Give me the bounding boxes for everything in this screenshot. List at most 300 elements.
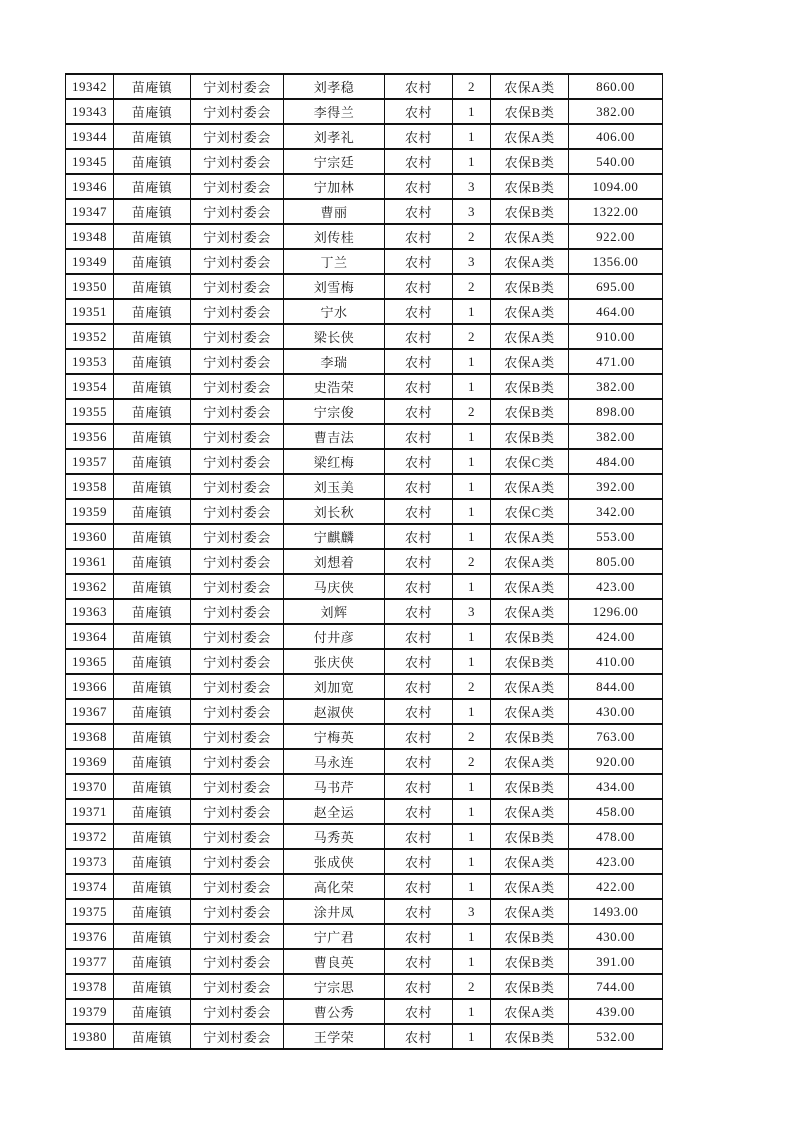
cell-residence-type: 农村 xyxy=(385,474,453,499)
cell-village-committee: 宁刘村委会 xyxy=(191,74,284,99)
cell-insurance-category: 农保A类 xyxy=(491,549,569,574)
cell-insurance-category: 农保A类 xyxy=(491,124,569,149)
cell-record-id: 19377 xyxy=(66,949,114,974)
cell-person-name: 张成侠 xyxy=(284,849,385,874)
cell-town: 苗庵镇 xyxy=(114,574,191,599)
cell-village-committee: 宁刘村委会 xyxy=(191,349,284,374)
table-row xyxy=(66,449,663,474)
cell-town: 苗庵镇 xyxy=(114,699,191,724)
cell-amount: 392.00 xyxy=(569,474,663,499)
cell-amount: 922.00 xyxy=(569,224,663,249)
cell-record-id: 19346 xyxy=(66,174,114,199)
cell-person-name: 曹良英 xyxy=(284,949,385,974)
cell-town: 苗庵镇 xyxy=(114,249,191,274)
cell-person-count: 1 xyxy=(453,349,491,374)
cell-village-committee: 宁刘村委会 xyxy=(191,874,284,899)
table-row xyxy=(66,899,663,924)
cell-insurance-category: 农保B类 xyxy=(491,424,569,449)
cell-residence-type: 农村 xyxy=(385,749,453,774)
cell-amount: 1493.00 xyxy=(569,899,663,924)
cell-village-committee: 宁刘村委会 xyxy=(191,674,284,699)
cell-town: 苗庵镇 xyxy=(114,224,191,249)
cell-residence-type: 农村 xyxy=(385,374,453,399)
cell-residence-type: 农村 xyxy=(385,274,453,299)
cell-village-committee: 宁刘村委会 xyxy=(191,924,284,949)
cell-person-name: 宁加林 xyxy=(284,174,385,199)
cell-person-name: 曹吉法 xyxy=(284,424,385,449)
cell-town: 苗庵镇 xyxy=(114,649,191,674)
cell-insurance-category: 农保B类 xyxy=(491,374,569,399)
cell-person-name: 李得兰 xyxy=(284,99,385,124)
cell-amount: 540.00 xyxy=(569,149,663,174)
cell-person-count: 2 xyxy=(453,224,491,249)
cell-town: 苗庵镇 xyxy=(114,399,191,424)
cell-person-count: 1 xyxy=(453,574,491,599)
cell-amount: 406.00 xyxy=(569,124,663,149)
cell-residence-type: 农村 xyxy=(385,624,453,649)
cell-person-count: 2 xyxy=(453,274,491,299)
cell-residence-type: 农村 xyxy=(385,724,453,749)
cell-person-name: 曹丽 xyxy=(284,199,385,224)
cell-town: 苗庵镇 xyxy=(114,474,191,499)
cell-village-committee: 宁刘村委会 xyxy=(191,899,284,924)
cell-amount: 439.00 xyxy=(569,999,663,1024)
cell-person-name: 丁兰 xyxy=(284,249,385,274)
cell-person-name: 宁梅英 xyxy=(284,724,385,749)
table-row xyxy=(66,799,663,824)
cell-village-committee: 宁刘村委会 xyxy=(191,749,284,774)
cell-village-committee: 宁刘村委会 xyxy=(191,449,284,474)
cell-town: 苗庵镇 xyxy=(114,849,191,874)
cell-person-name: 宁宗廷 xyxy=(284,149,385,174)
cell-village-committee: 宁刘村委会 xyxy=(191,249,284,274)
cell-town: 苗庵镇 xyxy=(114,1024,191,1049)
table-row xyxy=(66,149,663,174)
cell-residence-type: 农村 xyxy=(385,324,453,349)
table-row xyxy=(66,224,663,249)
cell-person-name: 王学荣 xyxy=(284,1024,385,1049)
cell-town: 苗庵镇 xyxy=(114,874,191,899)
cell-insurance-category: 农保A类 xyxy=(491,749,569,774)
cell-person-name: 马书芹 xyxy=(284,774,385,799)
table-row xyxy=(66,524,663,549)
cell-insurance-category: 农保A类 xyxy=(491,349,569,374)
cell-record-id: 19368 xyxy=(66,724,114,749)
cell-amount: 744.00 xyxy=(569,974,663,999)
cell-residence-type: 农村 xyxy=(385,549,453,574)
cell-person-name: 刘雪梅 xyxy=(284,274,385,299)
cell-village-committee: 宁刘村委会 xyxy=(191,574,284,599)
cell-amount: 695.00 xyxy=(569,274,663,299)
cell-insurance-category: 农保B类 xyxy=(491,399,569,424)
cell-record-id: 19373 xyxy=(66,849,114,874)
cell-town: 苗庵镇 xyxy=(114,524,191,549)
cell-amount: 423.00 xyxy=(569,849,663,874)
cell-person-count: 1 xyxy=(453,149,491,174)
cell-amount: 1322.00 xyxy=(569,199,663,224)
cell-amount: 844.00 xyxy=(569,674,663,699)
cell-insurance-category: 农保A类 xyxy=(491,849,569,874)
table-row xyxy=(66,699,663,724)
table-row xyxy=(66,99,663,124)
cell-person-name: 赵淑侠 xyxy=(284,699,385,724)
cell-person-count: 3 xyxy=(453,199,491,224)
cell-village-committee: 宁刘村委会 xyxy=(191,299,284,324)
cell-residence-type: 农村 xyxy=(385,949,453,974)
cell-record-id: 19343 xyxy=(66,99,114,124)
cell-residence-type: 农村 xyxy=(385,524,453,549)
cell-record-id: 19360 xyxy=(66,524,114,549)
cell-record-id: 19379 xyxy=(66,999,114,1024)
cell-record-id: 19359 xyxy=(66,499,114,524)
cell-town: 苗庵镇 xyxy=(114,674,191,699)
cell-amount: 342.00 xyxy=(569,499,663,524)
cell-person-name: 刘长秋 xyxy=(284,499,385,524)
cell-person-count: 2 xyxy=(453,724,491,749)
cell-insurance-category: 农保C类 xyxy=(491,449,569,474)
cell-residence-type: 农村 xyxy=(385,874,453,899)
cell-record-id: 19374 xyxy=(66,874,114,899)
cell-record-id: 19363 xyxy=(66,599,114,624)
cell-amount: 1296.00 xyxy=(569,599,663,624)
cell-residence-type: 农村 xyxy=(385,124,453,149)
cell-insurance-category: 农保C类 xyxy=(491,499,569,524)
cell-village-committee: 宁刘村委会 xyxy=(191,849,284,874)
cell-person-name: 刘加宽 xyxy=(284,674,385,699)
cell-person-name: 刘传桂 xyxy=(284,224,385,249)
table-row xyxy=(66,499,663,524)
cell-amount: 898.00 xyxy=(569,399,663,424)
records-table xyxy=(65,73,663,1050)
cell-person-name: 宁水 xyxy=(284,299,385,324)
cell-person-count: 1 xyxy=(453,949,491,974)
table-row xyxy=(66,974,663,999)
cell-amount: 382.00 xyxy=(569,99,663,124)
table-row xyxy=(66,1024,663,1049)
cell-residence-type: 农村 xyxy=(385,1024,453,1049)
table-row xyxy=(66,724,663,749)
cell-person-count: 1 xyxy=(453,649,491,674)
cell-residence-type: 农村 xyxy=(385,224,453,249)
cell-amount: 920.00 xyxy=(569,749,663,774)
table-row xyxy=(66,924,663,949)
cell-amount: 478.00 xyxy=(569,824,663,849)
cell-record-id: 19350 xyxy=(66,274,114,299)
cell-insurance-category: 农保A类 xyxy=(491,574,569,599)
cell-person-name: 宁麒麟 xyxy=(284,524,385,549)
table-row xyxy=(66,749,663,774)
cell-town: 苗庵镇 xyxy=(114,824,191,849)
cell-person-count: 2 xyxy=(453,324,491,349)
cell-residence-type: 农村 xyxy=(385,899,453,924)
table-row xyxy=(66,624,663,649)
cell-person-count: 1 xyxy=(453,874,491,899)
cell-residence-type: 农村 xyxy=(385,774,453,799)
cell-village-committee: 宁刘村委会 xyxy=(191,199,284,224)
cell-record-id: 19367 xyxy=(66,699,114,724)
cell-person-count: 1 xyxy=(453,449,491,474)
cell-record-id: 19348 xyxy=(66,224,114,249)
cell-village-committee: 宁刘村委会 xyxy=(191,274,284,299)
cell-village-committee: 宁刘村委会 xyxy=(191,224,284,249)
cell-person-count: 1 xyxy=(453,699,491,724)
cell-insurance-category: 农保A类 xyxy=(491,874,569,899)
cell-record-id: 19353 xyxy=(66,349,114,374)
cell-person-count: 1 xyxy=(453,999,491,1024)
cell-town: 苗庵镇 xyxy=(114,624,191,649)
table-row xyxy=(66,399,663,424)
cell-person-count: 2 xyxy=(453,399,491,424)
cell-record-id: 19369 xyxy=(66,749,114,774)
cell-amount: 860.00 xyxy=(569,74,663,99)
cell-residence-type: 农村 xyxy=(385,824,453,849)
cell-person-count: 1 xyxy=(453,499,491,524)
cell-village-committee: 宁刘村委会 xyxy=(191,649,284,674)
cell-record-id: 19362 xyxy=(66,574,114,599)
cell-record-id: 19371 xyxy=(66,799,114,824)
cell-insurance-category: 农保A类 xyxy=(491,599,569,624)
cell-person-name: 梁红梅 xyxy=(284,449,385,474)
cell-record-id: 19378 xyxy=(66,974,114,999)
cell-village-committee: 宁刘村委会 xyxy=(191,974,284,999)
cell-village-committee: 宁刘村委会 xyxy=(191,374,284,399)
cell-town: 苗庵镇 xyxy=(114,499,191,524)
cell-person-count: 1 xyxy=(453,1024,491,1049)
cell-village-committee: 宁刘村委会 xyxy=(191,474,284,499)
table-row xyxy=(66,824,663,849)
cell-village-committee: 宁刘村委会 xyxy=(191,424,284,449)
cell-insurance-category: 农保B类 xyxy=(491,199,569,224)
cell-record-id: 19356 xyxy=(66,424,114,449)
cell-person-count: 1 xyxy=(453,524,491,549)
cell-person-count: 1 xyxy=(453,824,491,849)
cell-amount: 484.00 xyxy=(569,449,663,474)
cell-residence-type: 农村 xyxy=(385,849,453,874)
cell-town: 苗庵镇 xyxy=(114,174,191,199)
cell-town: 苗庵镇 xyxy=(114,199,191,224)
cell-person-name: 刘玉美 xyxy=(284,474,385,499)
table-row xyxy=(66,849,663,874)
cell-town: 苗庵镇 xyxy=(114,124,191,149)
cell-amount: 464.00 xyxy=(569,299,663,324)
cell-residence-type: 农村 xyxy=(385,199,453,224)
cell-amount: 382.00 xyxy=(569,424,663,449)
cell-amount: 910.00 xyxy=(569,324,663,349)
cell-insurance-category: 农保B类 xyxy=(491,624,569,649)
cell-village-committee: 宁刘村委会 xyxy=(191,549,284,574)
cell-person-name: 宁宗思 xyxy=(284,974,385,999)
cell-amount: 434.00 xyxy=(569,774,663,799)
cell-person-count: 1 xyxy=(453,424,491,449)
cell-person-count: 1 xyxy=(453,99,491,124)
cell-record-id: 19361 xyxy=(66,549,114,574)
cell-village-committee: 宁刘村委会 xyxy=(191,99,284,124)
cell-town: 苗庵镇 xyxy=(114,149,191,174)
cell-record-id: 19375 xyxy=(66,899,114,924)
cell-amount: 410.00 xyxy=(569,649,663,674)
cell-residence-type: 农村 xyxy=(385,249,453,274)
cell-amount: 458.00 xyxy=(569,799,663,824)
cell-insurance-category: 农保A类 xyxy=(491,474,569,499)
cell-amount: 422.00 xyxy=(569,874,663,899)
cell-residence-type: 农村 xyxy=(385,424,453,449)
cell-person-count: 1 xyxy=(453,799,491,824)
cell-village-committee: 宁刘村委会 xyxy=(191,524,284,549)
cell-person-name: 李瑞 xyxy=(284,349,385,374)
cell-amount: 430.00 xyxy=(569,699,663,724)
cell-record-id: 19376 xyxy=(66,924,114,949)
table-row xyxy=(66,574,663,599)
cell-amount: 553.00 xyxy=(569,524,663,549)
cell-insurance-category: 农保A类 xyxy=(491,674,569,699)
table-row xyxy=(66,124,663,149)
cell-person-count: 2 xyxy=(453,549,491,574)
cell-insurance-category: 农保B类 xyxy=(491,99,569,124)
cell-amount: 391.00 xyxy=(569,949,663,974)
table-row xyxy=(66,74,663,99)
cell-person-count: 2 xyxy=(453,749,491,774)
cell-person-count: 1 xyxy=(453,849,491,874)
cell-residence-type: 农村 xyxy=(385,599,453,624)
cell-insurance-category: 农保B类 xyxy=(491,1024,569,1049)
cell-person-name: 张庆侠 xyxy=(284,649,385,674)
table-row xyxy=(66,374,663,399)
cell-residence-type: 农村 xyxy=(385,999,453,1024)
cell-residence-type: 农村 xyxy=(385,799,453,824)
table-row xyxy=(66,999,663,1024)
cell-person-name: 宁宗俊 xyxy=(284,399,385,424)
cell-insurance-category: 农保B类 xyxy=(491,724,569,749)
cell-record-id: 19366 xyxy=(66,674,114,699)
cell-person-name: 宁广君 xyxy=(284,924,385,949)
cell-residence-type: 农村 xyxy=(385,174,453,199)
cell-residence-type: 农村 xyxy=(385,649,453,674)
cell-insurance-category: 农保A类 xyxy=(491,524,569,549)
cell-town: 苗庵镇 xyxy=(114,99,191,124)
cell-person-count: 3 xyxy=(453,249,491,274)
cell-village-committee: 宁刘村委会 xyxy=(191,624,284,649)
cell-person-count: 1 xyxy=(453,474,491,499)
cell-record-id: 19358 xyxy=(66,474,114,499)
cell-insurance-category: 农保A类 xyxy=(491,699,569,724)
cell-insurance-category: 农保B类 xyxy=(491,174,569,199)
cell-village-committee: 宁刘村委会 xyxy=(191,124,284,149)
table-row xyxy=(66,774,663,799)
cell-record-id: 19365 xyxy=(66,649,114,674)
table-row xyxy=(66,599,663,624)
cell-person-name: 付井彦 xyxy=(284,624,385,649)
cell-person-name: 梁长侠 xyxy=(284,324,385,349)
cell-village-committee: 宁刘村委会 xyxy=(191,149,284,174)
cell-residence-type: 农村 xyxy=(385,674,453,699)
cell-insurance-category: 农保A类 xyxy=(491,999,569,1024)
cell-town: 苗庵镇 xyxy=(114,349,191,374)
cell-residence-type: 农村 xyxy=(385,449,453,474)
cell-village-committee: 宁刘村委会 xyxy=(191,724,284,749)
cell-residence-type: 农村 xyxy=(385,699,453,724)
cell-person-count: 1 xyxy=(453,774,491,799)
cell-person-name: 刘想着 xyxy=(284,549,385,574)
cell-village-committee: 宁刘村委会 xyxy=(191,399,284,424)
cell-record-id: 19380 xyxy=(66,1024,114,1049)
cell-record-id: 19370 xyxy=(66,774,114,799)
cell-person-name: 马永连 xyxy=(284,749,385,774)
cell-person-name: 史浩荣 xyxy=(284,374,385,399)
table-row xyxy=(66,674,663,699)
cell-person-name: 马秀英 xyxy=(284,824,385,849)
cell-village-committee: 宁刘村委会 xyxy=(191,599,284,624)
cell-town: 苗庵镇 xyxy=(114,374,191,399)
cell-insurance-category: 农保B类 xyxy=(491,149,569,174)
cell-person-name: 赵全运 xyxy=(284,799,385,824)
cell-residence-type: 农村 xyxy=(385,349,453,374)
cell-insurance-category: 农保B类 xyxy=(491,824,569,849)
cell-person-name: 刘孝稳 xyxy=(284,74,385,99)
cell-person-count: 3 xyxy=(453,599,491,624)
table-row xyxy=(66,199,663,224)
cell-amount: 430.00 xyxy=(569,924,663,949)
cell-person-name: 刘辉 xyxy=(284,599,385,624)
cell-person-count: 2 xyxy=(453,974,491,999)
cell-amount: 532.00 xyxy=(569,1024,663,1049)
cell-insurance-category: 农保A类 xyxy=(491,899,569,924)
cell-insurance-category: 农保A类 xyxy=(491,74,569,99)
cell-amount: 471.00 xyxy=(569,349,663,374)
cell-residence-type: 农村 xyxy=(385,149,453,174)
cell-amount: 805.00 xyxy=(569,549,663,574)
cell-village-committee: 宁刘村委会 xyxy=(191,324,284,349)
cell-person-count: 1 xyxy=(453,374,491,399)
cell-town: 苗庵镇 xyxy=(114,799,191,824)
cell-insurance-category: 农保B类 xyxy=(491,974,569,999)
records-table-body xyxy=(66,74,663,1049)
cell-amount: 763.00 xyxy=(569,724,663,749)
cell-person-count: 1 xyxy=(453,624,491,649)
cell-insurance-category: 农保A类 xyxy=(491,324,569,349)
cell-town: 苗庵镇 xyxy=(114,424,191,449)
cell-insurance-category: 农保B类 xyxy=(491,274,569,299)
cell-person-name: 曹公秀 xyxy=(284,999,385,1024)
cell-village-committee: 宁刘村委会 xyxy=(191,999,284,1024)
table-row xyxy=(66,299,663,324)
table-row xyxy=(66,274,663,299)
cell-town: 苗庵镇 xyxy=(114,774,191,799)
cell-town: 苗庵镇 xyxy=(114,724,191,749)
cell-town: 苗庵镇 xyxy=(114,299,191,324)
cell-person-count: 1 xyxy=(453,124,491,149)
cell-residence-type: 农村 xyxy=(385,499,453,524)
cell-town: 苗庵镇 xyxy=(114,274,191,299)
cell-amount: 424.00 xyxy=(569,624,663,649)
cell-residence-type: 农村 xyxy=(385,74,453,99)
cell-record-id: 19347 xyxy=(66,199,114,224)
cell-town: 苗庵镇 xyxy=(114,749,191,774)
cell-town: 苗庵镇 xyxy=(114,974,191,999)
cell-village-committee: 宁刘村委会 xyxy=(191,1024,284,1049)
cell-record-id: 19355 xyxy=(66,399,114,424)
cell-insurance-category: 农保B类 xyxy=(491,924,569,949)
cell-village-committee: 宁刘村委会 xyxy=(191,174,284,199)
cell-record-id: 19354 xyxy=(66,374,114,399)
cell-person-count: 1 xyxy=(453,299,491,324)
cell-person-count: 2 xyxy=(453,74,491,99)
cell-record-id: 19345 xyxy=(66,149,114,174)
cell-residence-type: 农村 xyxy=(385,974,453,999)
cell-person-name: 马庆侠 xyxy=(284,574,385,599)
table-row xyxy=(66,549,663,574)
table-row xyxy=(66,874,663,899)
cell-person-count: 2 xyxy=(453,674,491,699)
